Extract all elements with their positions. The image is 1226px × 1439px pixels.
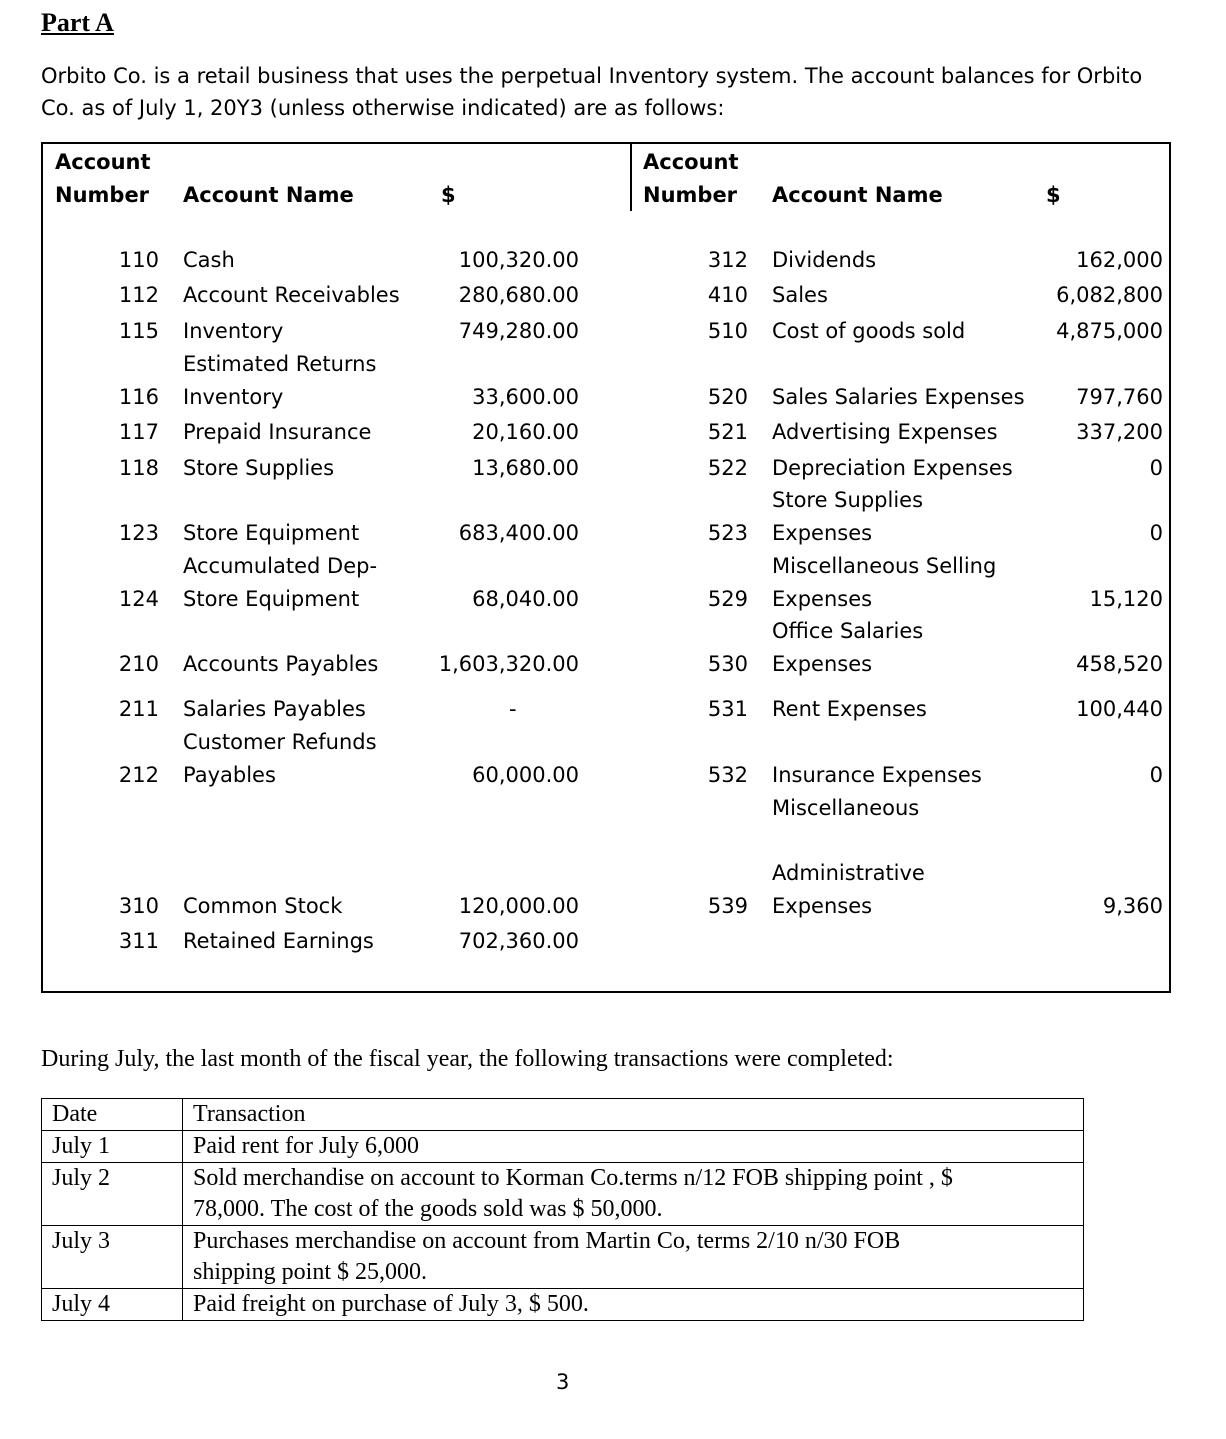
right-account-name: Depreciation Expenses [772, 456, 1013, 480]
left-account-name: Prepaid Insurance [183, 420, 372, 444]
left-account-name: Common Stock [183, 894, 343, 918]
header-account-number-right: Account Number [643, 150, 739, 207]
right-account-amount: 0 [1149, 521, 1163, 545]
left-account-amount: 702,360.00 [458, 929, 579, 953]
left-account-number: 118 [118, 456, 159, 480]
left-account-name: Cash [183, 248, 235, 272]
right-account-name: Cost of goods sold [772, 319, 966, 343]
left-account-number: 212 [118, 763, 159, 787]
date-header: Date [42, 1099, 183, 1131]
left-account-name: Customer Refunds Payables [183, 730, 377, 787]
right-account-number: 539 [707, 894, 748, 918]
transaction-description: Sold merchandise on account to Korman Co.terms n/12 FOB shipping point , $ 78,000. The cost of the goods sold was $ 50,000. [183, 1163, 1084, 1226]
right-account-amount: 797,760 [1076, 385, 1163, 409]
header-account-name-right: Account Name [772, 183, 943, 207]
right-account-name: Office Salaries Expenses [772, 619, 924, 676]
right-account-amount: 100,440 [1076, 697, 1163, 721]
left-account-name: Retained Earnings [183, 929, 374, 953]
right-account-name: Rent Expenses [772, 697, 927, 721]
right-account-amount: 0 [1149, 763, 1163, 787]
right-account-number: 510 [707, 319, 748, 343]
header-account-number-left: Account Number [55, 150, 151, 207]
transaction-date: July 2 [42, 1163, 183, 1226]
left-account-number: 210 [118, 652, 159, 676]
left-account-number: 211 [118, 697, 159, 721]
transaction-row [42, 1163, 1084, 1226]
right-account-amount: 162,000 [1076, 248, 1163, 272]
transaction-row [42, 1289, 1084, 1321]
right-account-number: 530 [707, 652, 748, 676]
left-account-amount: 280,680.00 [458, 283, 579, 307]
left-account-name: Accounts Payables [183, 652, 379, 676]
column-divider [630, 144, 632, 211]
transaction-header: Transaction [183, 1099, 1084, 1131]
right-account-number: 410 [707, 283, 748, 307]
right-account-name: Miscellaneous [772, 796, 920, 820]
right-account-name: Store Supplies Expenses [772, 488, 924, 545]
left-account-name: Accumulated Dep- Store Equipment [183, 554, 378, 611]
right-account-number: 531 [707, 697, 748, 721]
right-account-number: 522 [707, 456, 748, 480]
transaction-description: Paid rent for July 6,000 [183, 1131, 1084, 1163]
left-account-number: 115 [118, 319, 159, 343]
intro-paragraph: Orbito Co. is a retail business that uses the perpetual Inventory system. The account balances for Orbito Co. as of July 1, 20Y3 (unless otherwise indicated) are as follows: [41, 64, 1143, 120]
right-account-number: 312 [707, 248, 748, 272]
right-account-amount: 0 [1149, 456, 1163, 480]
right-account-amount: 337,200 [1076, 420, 1163, 444]
left-account-amount: 120,000.00 [458, 894, 579, 918]
page-number: 3 [556, 1370, 570, 1394]
left-account-name: Store Supplies [183, 456, 335, 480]
right-account-amount: 9,360 [1102, 894, 1163, 918]
left-account-amount: 683,400.00 [458, 521, 579, 545]
transactions-table [41, 1098, 1084, 1321]
left-account-number: 110 [118, 248, 159, 272]
right-account-amount: 15,120 [1089, 587, 1163, 611]
transaction-description: Paid freight on purchase of July 3, $ 500. [183, 1289, 1084, 1321]
transaction-date: July 1 [42, 1131, 183, 1163]
left-account-amount: 13,680.00 [472, 456, 579, 480]
transaction-date: July 3 [42, 1226, 183, 1289]
left-account-name: Estimated Returns Inventory [183, 352, 377, 409]
right-account-name: Sales [772, 283, 828, 307]
left-account-number: 124 [118, 587, 159, 611]
right-account-amount: 6,082,800 [1056, 283, 1163, 307]
header-amount-left: $ [441, 183, 456, 207]
left-account-name: Store Equipment [183, 521, 360, 545]
right-account-number: 529 [707, 587, 748, 611]
header-amount-right: $ [1046, 183, 1061, 207]
left-account-number: 112 [118, 283, 159, 307]
left-account-number: 123 [118, 521, 159, 545]
right-account-name: Sales Salaries Expenses [772, 385, 1025, 409]
left-account-amount: 60,000.00 [472, 763, 579, 787]
left-account-number: 117 [118, 420, 159, 444]
left-account-number: 116 [118, 385, 159, 409]
transaction-description: Purchases merchandise on account from Martin Co, terms 2/10 n/30 FOB shipping point $ 25,000. [183, 1226, 1084, 1289]
right-account-name: Insurance Expenses [772, 763, 982, 787]
part-title: Part A [41, 8, 114, 37]
right-account-name: Miscellaneous Selling Expenses [772, 554, 997, 611]
right-account-number: 523 [707, 521, 748, 545]
left-account-amount: 68,040.00 [472, 587, 579, 611]
left-account-name: Account Receivables [183, 283, 400, 307]
left-account-amount: 1,603,320.00 [438, 652, 579, 676]
right-account-number: 520 [707, 385, 748, 409]
header-account-name-left: Account Name [183, 183, 354, 207]
accounts-table [41, 142, 1171, 993]
transactions-header-row [42, 1099, 1084, 1131]
right-account-amount: 458,520 [1076, 652, 1163, 676]
left-account-number: 311 [118, 929, 159, 953]
left-account-amount: 749,280.00 [458, 319, 579, 343]
left-account-amount: 100,320.00 [458, 248, 579, 272]
left-account-name: Salaries Payables [183, 697, 366, 721]
transaction-row [42, 1131, 1084, 1163]
right-account-number: 521 [707, 420, 748, 444]
left-account-name: Inventory [183, 319, 284, 343]
left-account-amount: - [509, 697, 517, 721]
right-account-number: 532 [707, 763, 748, 787]
left-account-amount: 33,600.00 [472, 385, 579, 409]
right-account-name: Advertising Expenses [772, 420, 998, 444]
transaction-date: July 4 [42, 1289, 183, 1321]
transaction-row [42, 1226, 1084, 1289]
left-account-number: 310 [118, 894, 159, 918]
left-account-amount: 20,160.00 [472, 420, 579, 444]
right-account-name: Dividends [772, 248, 877, 272]
right-account-name: Administrative Expenses [772, 861, 925, 918]
transactions-intro: During July, the last month of the fiscal year, the following transactions were completed: [41, 1046, 894, 1072]
right-account-amount: 4,875,000 [1056, 319, 1163, 343]
